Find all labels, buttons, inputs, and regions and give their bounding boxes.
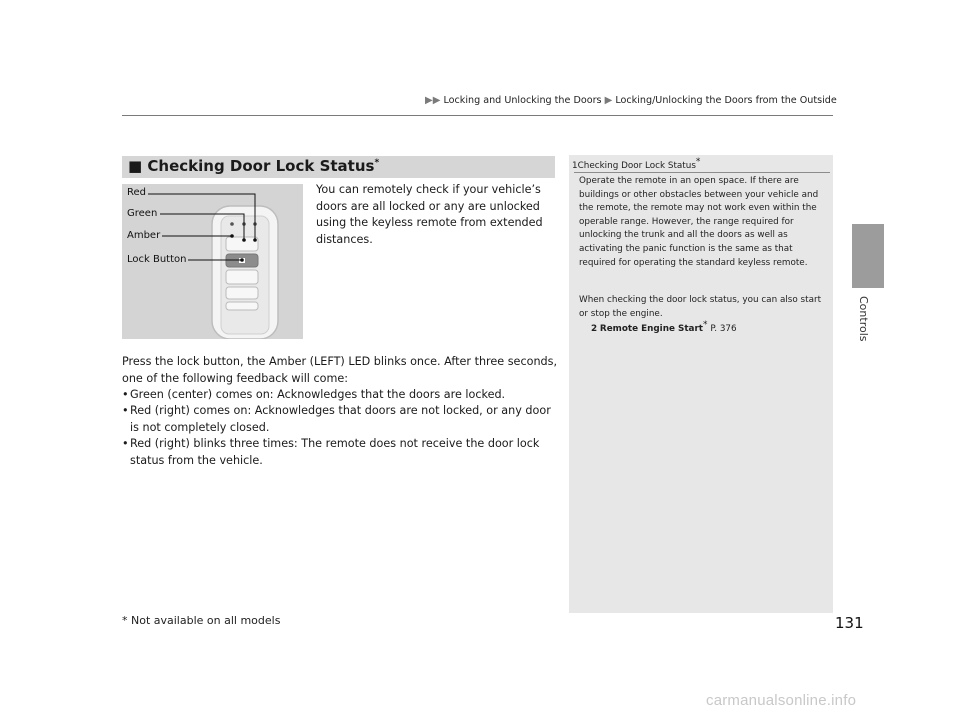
sidebar-title (572, 157, 700, 171)
reference-arrow-icon: 2 (591, 323, 598, 334)
sidebar-divider (574, 172, 830, 173)
label-lock-button: Lock Button (127, 254, 187, 265)
remote-figure (122, 184, 303, 339)
header-divider (122, 115, 833, 116)
label-green: Green (127, 208, 158, 219)
chapter-tab[interactable] (848, 296, 888, 346)
list-item (122, 436, 562, 469)
arrow-icon: ▶▶ (425, 95, 441, 106)
asterisk-mark: * (695, 157, 701, 167)
sidebar-paragraph: Operate the remote in an open space. If there are buildings or other obstacles between your vehicle and the remote, the remote may not work even within the operable range. However, the range required for unlocking the trunk and all the doors as well as activating the panic function is the same as that required for operating the standard keyless remote. (579, 176, 819, 268)
breadcrumb-item[interactable]: Locking/Unlocking the Doors from the Outside (615, 95, 837, 106)
watermark: carmanualsonline.info (706, 692, 857, 709)
asterisk-mark: * (703, 320, 708, 330)
label-red: Red (127, 187, 146, 198)
chapter-tab-label: Controls (857, 296, 870, 342)
remote-engine-start-link[interactable] (591, 320, 737, 334)
section-title-text: Checking Door Lock Status (147, 157, 375, 175)
arrow-icon: ▶ (604, 95, 613, 106)
list-item-text: Green (center) comes on: Acknowledges that the doors are locked. (130, 388, 506, 401)
breadcrumb-item[interactable]: Locking and Unlocking the Doors (443, 95, 602, 106)
list-item (122, 403, 562, 436)
sidebar-title-text: Checking Door Lock Status (577, 160, 696, 171)
link-text: Remote Engine Start (599, 323, 704, 334)
section-title (128, 157, 379, 175)
link-page: P. 376 (710, 323, 737, 334)
breadcrumb (425, 95, 837, 107)
list-item-text: Red (right) blinks three times: The remote does not receive the door lock status from the vehicle. (130, 437, 540, 467)
asterisk-mark: * (374, 158, 380, 168)
sidebar-paragraph: When checking the door lock status, you can also start or stop the engine. (579, 295, 822, 319)
square-bullet-icon: ■ (128, 157, 143, 175)
list-item (122, 387, 562, 404)
footnote: * Not available on all models (122, 614, 281, 627)
bullet-icon: • (122, 404, 129, 417)
list-item-text: Red (right) comes on: Acknowledges that doors are not locked, or any door is not completely closed. (130, 404, 551, 434)
page-number: 131 (835, 614, 864, 632)
note-index: 1 (572, 160, 578, 171)
body-paragraph: Press the lock button, the Amber (LEFT) LED blinks once. After three seconds, one of the following feedback will come: (122, 355, 558, 385)
label-amber: Amber (127, 230, 161, 241)
intro-paragraph: You can remotely check if your vehicle’s doors are all locked or any are unlocked using the keyless remote from extended distances. (316, 183, 543, 246)
chapter-tab-marker (852, 224, 884, 288)
bullet-icon: • (122, 388, 129, 401)
bullet-icon: • (122, 437, 129, 450)
